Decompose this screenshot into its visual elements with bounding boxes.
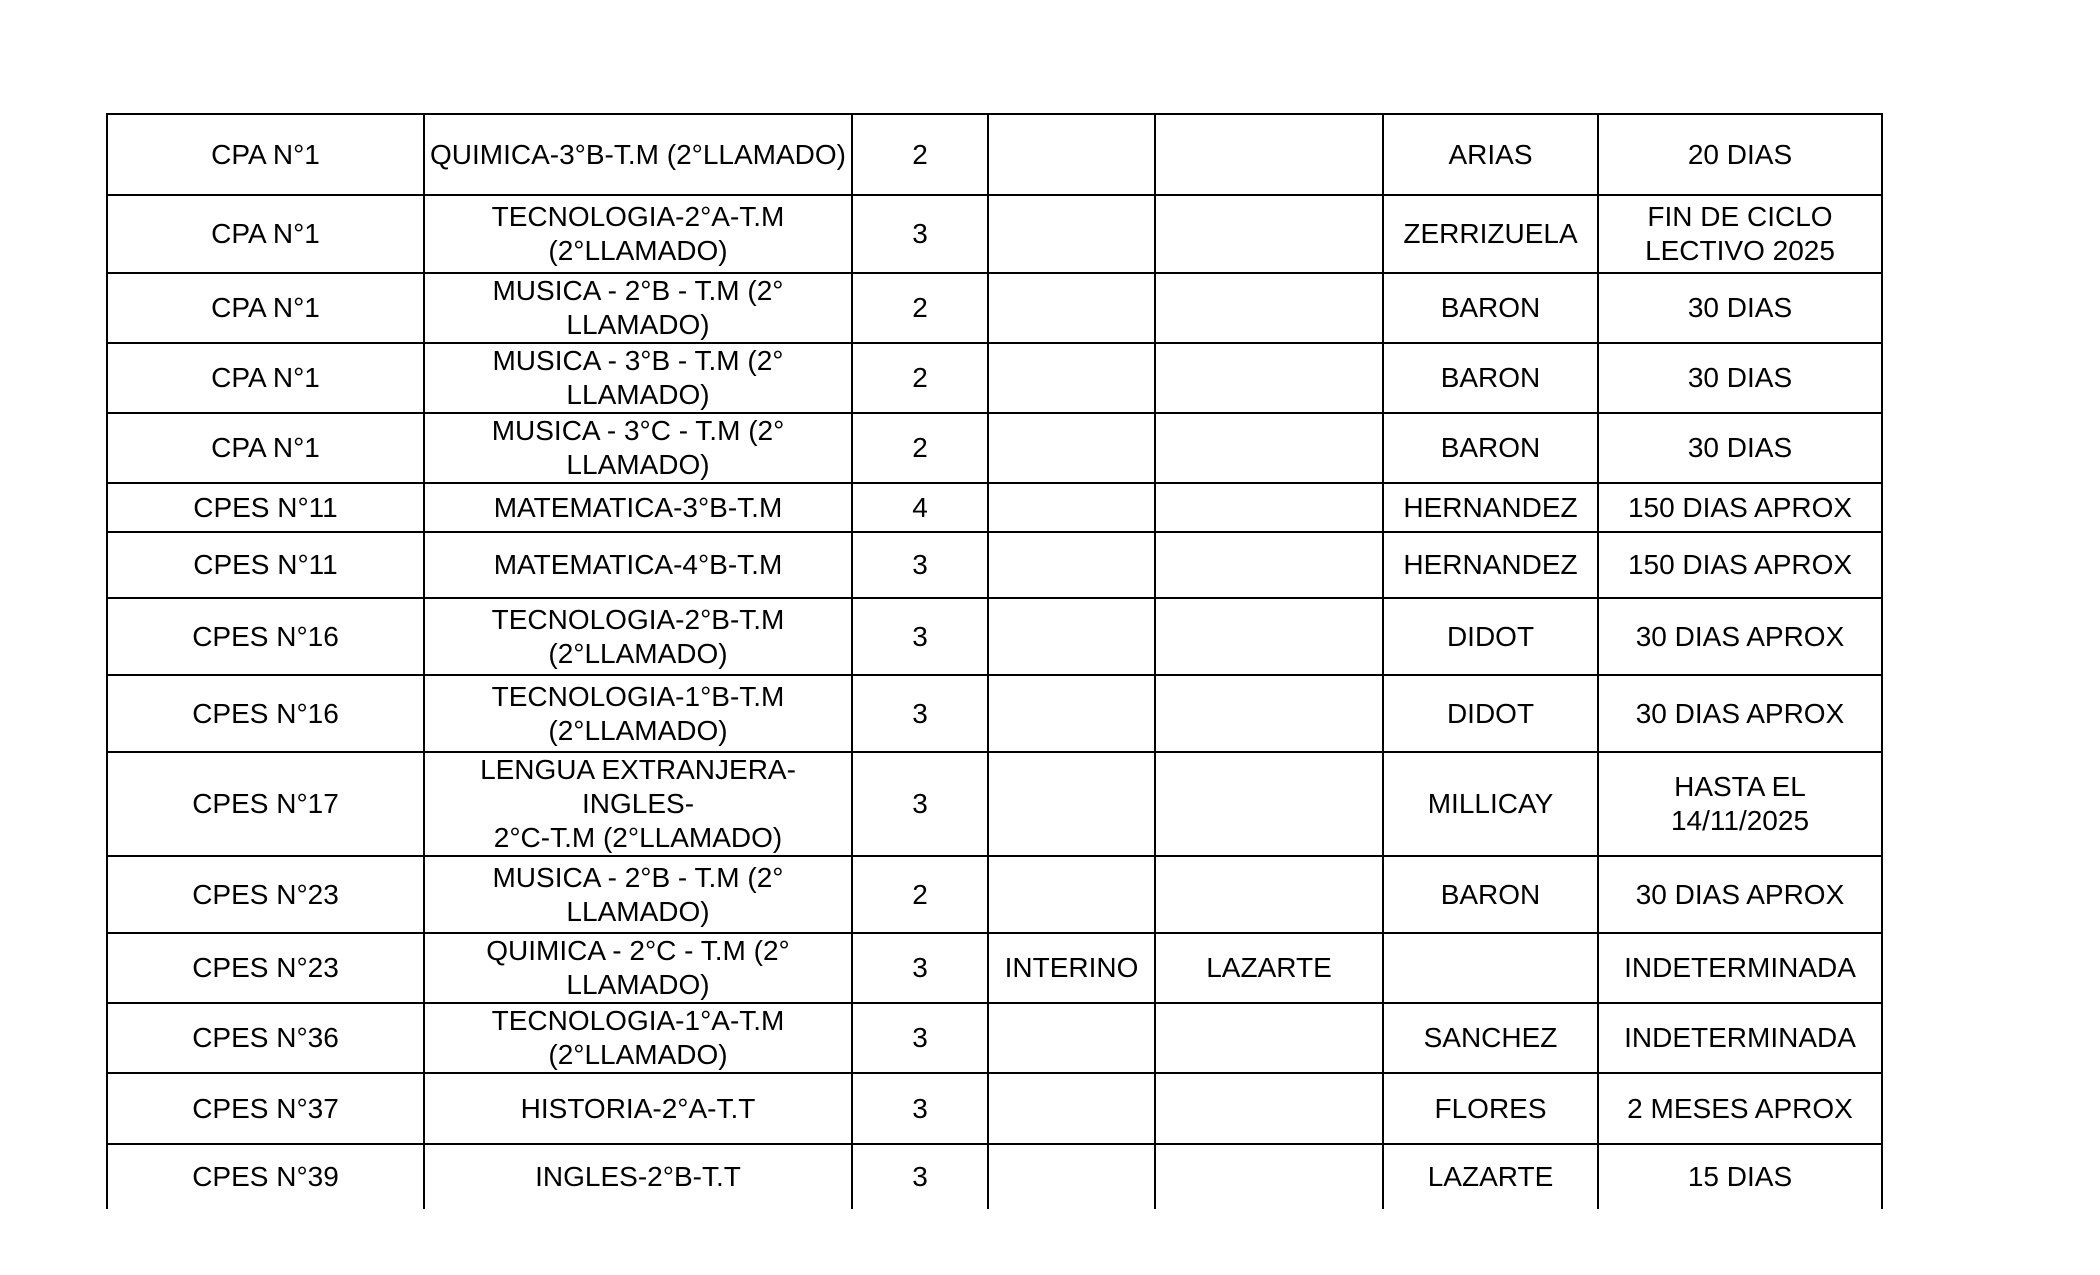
duration-cell-line: FIN DE CICLO — [1647, 201, 1833, 232]
status-cell — [988, 413, 1155, 483]
school-cell: CPES N°16 — [107, 675, 424, 752]
subject-cell-line: LENGUA EXTRANJERA-INGLES- — [480, 754, 796, 819]
subject-cell-line: TECNOLOGIA-2°A-T.M — [491, 201, 785, 232]
duration-cell — [1598, 1073, 1882, 1144]
substitute-cell: HERNANDEZ — [1383, 532, 1598, 598]
subject-cell-line: TECNOLOGIA-1°B-T.M — [491, 680, 785, 712]
substitute-cell: ZERRIZUELA — [1383, 195, 1598, 273]
subject-cell — [424, 532, 852, 598]
duration-cell-line: LECTIVO 2025 — [1645, 235, 1835, 266]
hours-cell: 3 — [852, 752, 988, 856]
duration-cell — [1598, 114, 1882, 195]
subject-cell — [424, 114, 852, 195]
subject-cell — [424, 483, 852, 532]
duration-cell-line: INDETERMINADA — [1624, 1022, 1856, 1053]
subject-cell-line: (2°LLAMADO) — [548, 714, 728, 746]
table-row — [107, 273, 1882, 343]
subject-cell-line: LLAMADO) — [566, 895, 710, 927]
teacher-cell — [1155, 114, 1383, 195]
subject-cell-line: TECNOLOGIA-2°B-T.M — [491, 603, 785, 635]
duration-cell-line: 20 DIAS — [1687, 138, 1793, 170]
duration-cell — [1598, 1144, 1882, 1209]
subject-cell — [424, 933, 852, 1003]
duration-cell — [1598, 752, 1882, 856]
teacher-cell — [1155, 483, 1383, 532]
subject-cell-line: QUIMICA-3°B-T.M (2°LLAMADO) — [430, 138, 846, 170]
hours-cell: 2 — [852, 114, 988, 195]
hours-cell: 2 — [852, 273, 988, 343]
substitute-cell: BARON — [1383, 856, 1598, 933]
subject-cell — [424, 752, 852, 856]
status-cell — [988, 273, 1155, 343]
teacher-cell — [1155, 413, 1383, 483]
school-cell: CPES N°23 — [107, 933, 424, 1003]
duration-cell-line: 150 DIAS APROX — [1627, 549, 1853, 580]
table-row — [107, 195, 1882, 273]
duration-cell-line: 2 MESES APROX — [1627, 1092, 1853, 1124]
hours-cell: 4 — [852, 483, 988, 532]
subject-cell-line: INGLES-2°B-T.T — [535, 1161, 741, 1192]
status-cell — [988, 1003, 1155, 1073]
duration-cell-line: 30 DIAS — [1687, 432, 1793, 463]
subject-cell-line: LLAMADO) — [566, 969, 710, 1000]
table-row — [107, 675, 1882, 752]
status-cell — [988, 598, 1155, 675]
table-row — [107, 532, 1882, 598]
duration-cell — [1598, 532, 1882, 598]
subject-cell-line: TECNOLOGIA-1°A-T.M — [491, 1005, 785, 1036]
table-row — [107, 343, 1882, 413]
substitute-cell: FLORES — [1383, 1073, 1598, 1144]
school-cell: CPA N°1 — [107, 114, 424, 195]
school-cell: CPES N°36 — [107, 1003, 424, 1073]
school-cell: CPES N°16 — [107, 598, 424, 675]
duration-cell-line: 14/11/2025 — [1670, 805, 1810, 836]
substitute-cell: BARON — [1383, 413, 1598, 483]
school-cell: CPES N°23 — [107, 856, 424, 933]
status-cell — [988, 1144, 1155, 1209]
table-row — [107, 752, 1882, 856]
school-cell: CPES N°17 — [107, 752, 424, 856]
duration-cell-line: 30 DIAS APROX — [1635, 620, 1845, 652]
teacher-cell — [1155, 675, 1383, 752]
substitute-cell: DIDOT — [1383, 598, 1598, 675]
hours-cell: 2 — [852, 343, 988, 413]
school-cell: CPA N°1 — [107, 273, 424, 343]
duration-cell — [1598, 598, 1882, 675]
school-cell: CPES N°37 — [107, 1073, 424, 1144]
teacher-cell — [1155, 598, 1383, 675]
duration-cell — [1598, 413, 1882, 483]
duration-cell-line: HASTA EL — [1674, 771, 1806, 802]
substitute-cell: BARON — [1383, 343, 1598, 413]
hours-cell: 3 — [852, 675, 988, 752]
substitute-cell: SANCHEZ — [1383, 1003, 1598, 1073]
teacher-cell — [1155, 195, 1383, 273]
table-body — [107, 114, 1882, 1209]
teacher-cell — [1155, 1003, 1383, 1073]
hours-cell: 2 — [852, 856, 988, 933]
subject-cell — [424, 195, 852, 273]
hours-cell: 3 — [852, 532, 988, 598]
subject-cell-line: (2°LLAMADO) — [548, 637, 728, 669]
school-cell: CPES N°11 — [107, 532, 424, 598]
hours-cell: 3 — [852, 1003, 988, 1073]
duration-cell-line: 30 DIAS — [1687, 362, 1793, 393]
status-cell — [988, 483, 1155, 532]
duration-cell — [1598, 675, 1882, 752]
duration-cell — [1598, 195, 1882, 273]
subject-cell — [424, 598, 852, 675]
table-row — [107, 1003, 1882, 1073]
status-cell — [988, 752, 1155, 856]
subject-cell-line: (2°LLAMADO) — [548, 1039, 728, 1070]
school-cell: CPES N°39 — [107, 1144, 424, 1209]
subject-cell-line: MUSICA - 3°C - T.M (2° — [491, 415, 785, 446]
table-row — [107, 413, 1882, 483]
duration-cell-line: 30 DIAS APROX — [1635, 697, 1845, 729]
teacher-cell — [1155, 532, 1383, 598]
subject-cell — [424, 273, 852, 343]
subject-cell — [424, 1073, 852, 1144]
subject-cell-line: LLAMADO) — [566, 449, 710, 480]
hours-cell: 3 — [852, 933, 988, 1003]
hours-cell: 3 — [852, 598, 988, 675]
duration-cell-line: 30 DIAS APROX — [1635, 878, 1845, 910]
school-cell: CPA N°1 — [107, 343, 424, 413]
duration-cell — [1598, 273, 1882, 343]
subject-cell — [424, 856, 852, 933]
substitute-cell: BARON — [1383, 273, 1598, 343]
subject-cell-line: MATEMATICA-3°B-T.M — [493, 491, 783, 523]
teacher-cell — [1155, 273, 1383, 343]
hours-cell: 3 — [852, 1144, 988, 1209]
table-row — [107, 598, 1882, 675]
vacancies-table — [106, 113, 1883, 1209]
subject-cell — [424, 343, 852, 413]
subject-cell-line: LLAMADO) — [566, 309, 710, 340]
substitute-cell: MILLICAY — [1383, 752, 1598, 856]
subject-cell — [424, 1144, 852, 1209]
school-cell: CPA N°1 — [107, 413, 424, 483]
teacher-cell — [1155, 752, 1383, 856]
table-row — [107, 933, 1882, 1003]
substitute-cell: ARIAS — [1383, 114, 1598, 195]
status-cell — [988, 675, 1155, 752]
teacher-cell — [1155, 1144, 1383, 1209]
subject-cell-line: (2°LLAMADO) — [548, 235, 728, 266]
status-cell — [988, 195, 1155, 273]
subject-cell-line: MUSICA - 3°B - T.M (2° — [492, 345, 784, 376]
subject-cell-line: MATEMATICA-4°B-T.M — [493, 549, 783, 580]
table-row — [107, 114, 1882, 195]
teacher-cell — [1155, 856, 1383, 933]
status-cell — [988, 856, 1155, 933]
table-row — [107, 483, 1882, 532]
duration-cell — [1598, 343, 1882, 413]
status-cell — [988, 343, 1155, 413]
duration-cell — [1598, 483, 1882, 532]
table-row — [107, 1073, 1882, 1144]
substitute-cell: DIDOT — [1383, 675, 1598, 752]
hours-cell: 3 — [852, 1073, 988, 1144]
substitute-cell: LAZARTE — [1383, 1144, 1598, 1209]
table-row — [107, 856, 1882, 933]
substitute-cell: HERNANDEZ — [1383, 483, 1598, 532]
status-cell — [988, 532, 1155, 598]
status-cell: INTERINO — [988, 933, 1155, 1003]
duration-cell-line: 150 DIAS APROX — [1627, 491, 1853, 523]
hours-cell: 2 — [852, 413, 988, 483]
subject-cell — [424, 413, 852, 483]
subject-cell-line: QUIMICA - 2°C - T.M (2° — [486, 935, 790, 966]
school-cell: CPA N°1 — [107, 195, 424, 273]
subject-cell-line: MUSICA - 2°B - T.M (2° — [492, 275, 784, 306]
teacher-cell — [1155, 343, 1383, 413]
duration-cell — [1598, 856, 1882, 933]
subject-cell-line: HISTORIA-2°A-T.T — [520, 1092, 756, 1124]
duration-cell-line: 30 DIAS — [1687, 292, 1793, 323]
status-cell — [988, 1073, 1155, 1144]
teacher-cell — [1155, 1073, 1383, 1144]
status-cell — [988, 114, 1155, 195]
duration-cell — [1598, 1003, 1882, 1073]
subject-cell-line: 2°C-T.M (2°LLAMADO) — [493, 822, 783, 853]
substitute-cell — [1383, 933, 1598, 1003]
hours-cell: 3 — [852, 195, 988, 273]
subject-cell — [424, 1003, 852, 1073]
duration-cell — [1598, 933, 1882, 1003]
document-sheet — [106, 113, 1883, 1209]
subject-cell-line: LLAMADO) — [566, 379, 710, 410]
subject-cell — [424, 675, 852, 752]
subject-cell-line: MUSICA - 2°B - T.M (2° — [492, 861, 784, 893]
duration-cell-line: INDETERMINADA — [1624, 952, 1856, 983]
duration-cell-line: 15 DIAS — [1687, 1161, 1793, 1192]
table-row — [107, 1144, 1882, 1209]
teacher-cell: LAZARTE — [1155, 933, 1383, 1003]
school-cell: CPES N°11 — [107, 483, 424, 532]
